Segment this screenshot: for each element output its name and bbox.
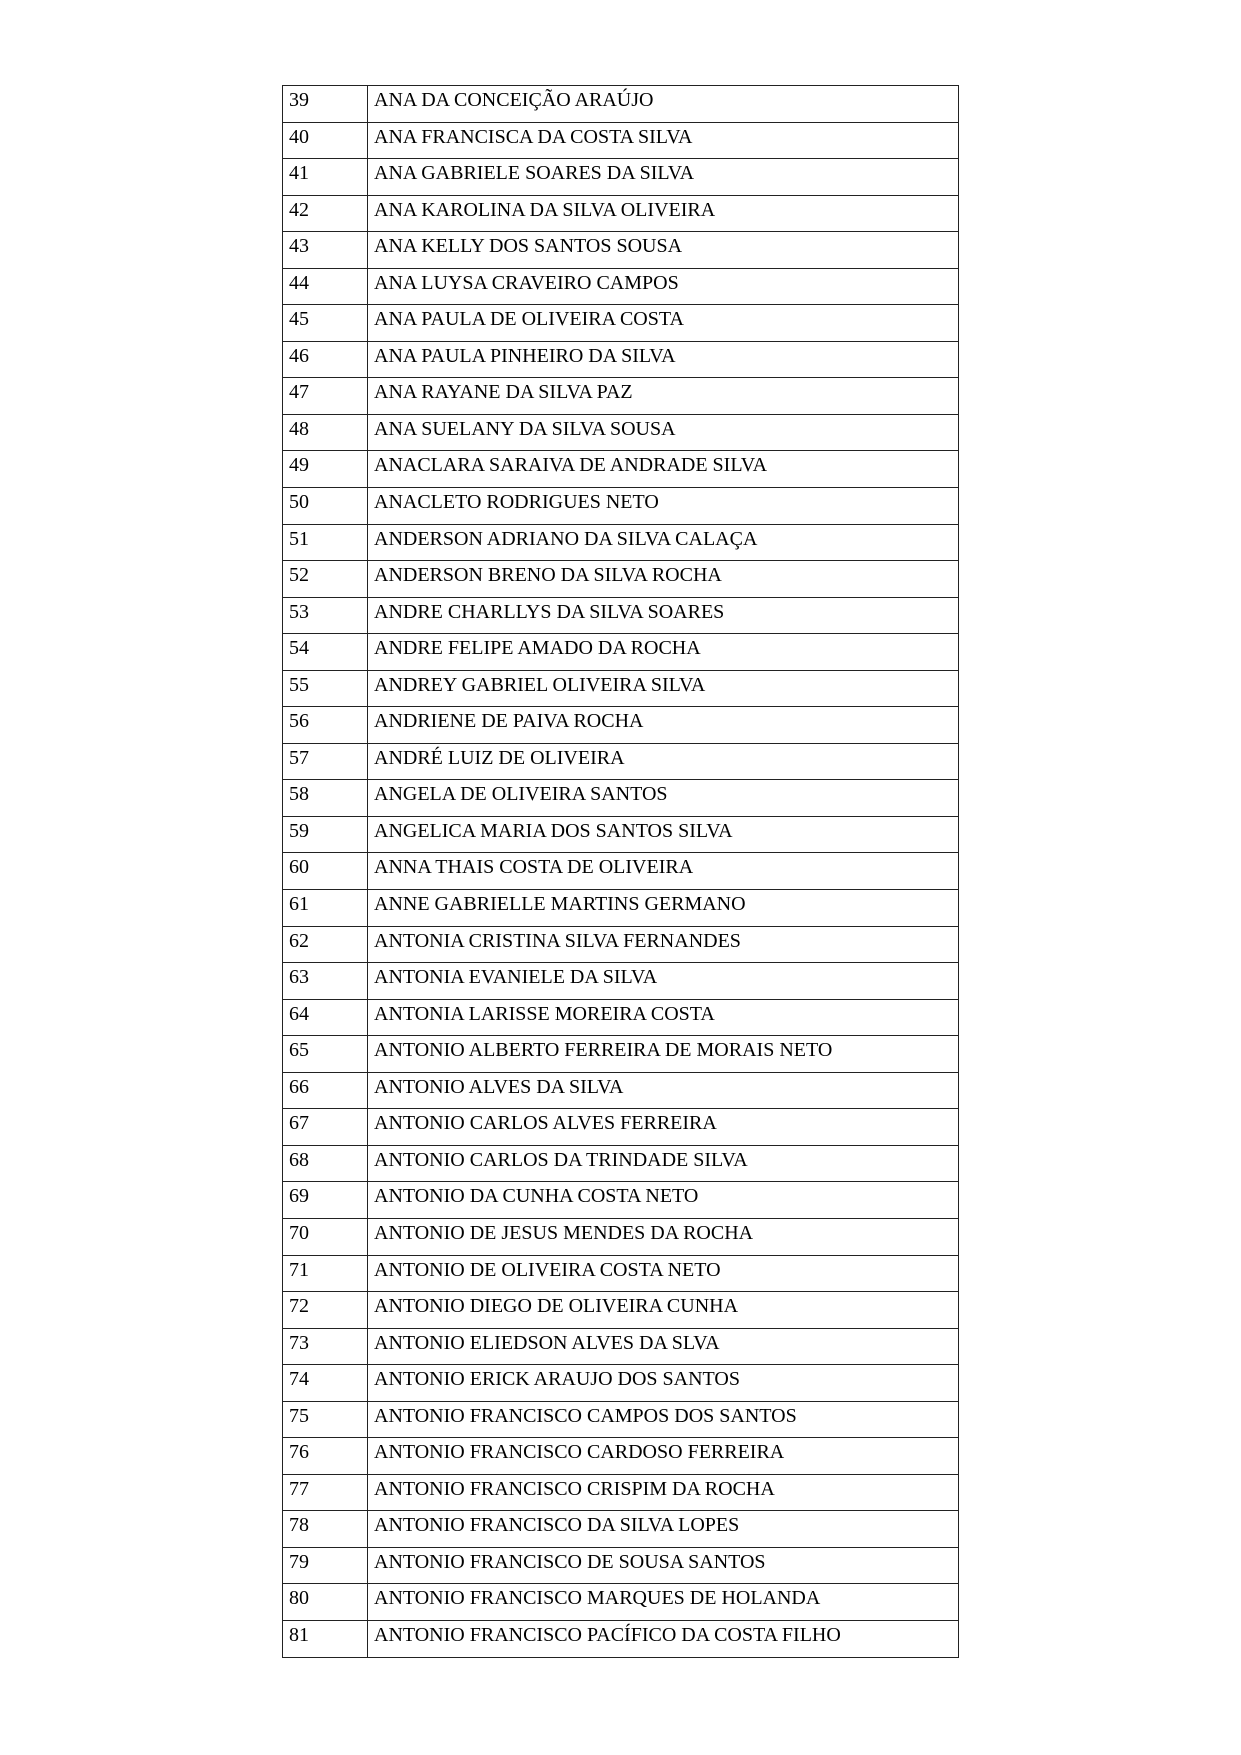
table-row [283,1401,959,1438]
table-row [283,1328,959,1365]
table-row [283,890,959,927]
row-name-cell: ANTONIO DE OLIVEIRA COSTA NETO [368,1255,959,1292]
row-number-cell: 50 [283,488,368,525]
row-name-cell: ANDRÉ LUIZ DE OLIVEIRA [368,743,959,780]
row-number-cell: 75 [283,1401,368,1438]
row-number-cell: 81 [283,1620,368,1657]
row-number-cell: 71 [283,1255,368,1292]
row-name-cell: ANACLETO RODRIGUES NETO [368,488,959,525]
row-name-cell: ANACLARA SARAIVA DE ANDRADE SILVA [368,451,959,488]
row-name-cell: ANDERSON ADRIANO DA SILVA CALAÇA [368,524,959,561]
row-number-cell: 59 [283,816,368,853]
table-row [283,634,959,671]
row-number-cell: 62 [283,926,368,963]
row-number-cell: 49 [283,451,368,488]
row-name-cell: ANGELA DE OLIVEIRA SANTOS [368,780,959,817]
row-name-cell: ANA KELLY DOS SANTOS SOUSA [368,232,959,269]
row-name-cell: ANDRE FELIPE AMADO DA ROCHA [368,634,959,671]
table-row [283,414,959,451]
table-row [283,1547,959,1584]
row-name-cell: ANDRE CHARLLYS DA SILVA SOARES [368,597,959,634]
table-row [283,1182,959,1219]
row-number-cell: 46 [283,341,368,378]
row-name-cell: ANTONIA LARISSE MOREIRA COSTA [368,999,959,1036]
table-row [283,853,959,890]
row-number-cell: 76 [283,1438,368,1475]
table-row [283,524,959,561]
row-number-cell: 58 [283,780,368,817]
row-number-cell: 68 [283,1145,368,1182]
table-row [283,1474,959,1511]
table-row [283,305,959,342]
row-number-cell: 63 [283,963,368,1000]
table-row [283,1072,959,1109]
row-name-cell: ANTONIO FRANCISCO DA SILVA LOPES [368,1511,959,1548]
table-row [283,159,959,196]
name-list-body [283,86,959,1658]
table-row [283,195,959,232]
table-row [283,268,959,305]
row-name-cell: ANTONIO CARLOS ALVES FERREIRA [368,1109,959,1146]
name-list-table [282,85,959,1658]
table-row [283,743,959,780]
row-name-cell: ANTONIA EVANIELE DA SILVA [368,963,959,1000]
row-number-cell: 65 [283,1036,368,1073]
row-name-cell: ANTONIO ALBERTO FERREIRA DE MORAIS NETO [368,1036,959,1073]
row-number-cell: 39 [283,86,368,123]
row-number-cell: 69 [283,1182,368,1219]
row-name-cell: ANTONIO FRANCISCO CRISPIM DA ROCHA [368,1474,959,1511]
table-row [283,780,959,817]
row-name-cell: ANTONIO ERICK ARAUJO DOS SANTOS [368,1365,959,1402]
row-number-cell: 61 [283,890,368,927]
row-name-cell: ANTONIO FRANCISCO MARQUES DE HOLANDA [368,1584,959,1621]
row-number-cell: 78 [283,1511,368,1548]
row-number-cell: 43 [283,232,368,269]
row-name-cell: ANTONIO FRANCISCO CARDOSO FERREIRA [368,1438,959,1475]
row-number-cell: 79 [283,1547,368,1584]
table-row [283,86,959,123]
row-number-cell: 51 [283,524,368,561]
row-number-cell: 41 [283,159,368,196]
row-number-cell: 56 [283,707,368,744]
row-name-cell: ANA GABRIELE SOARES DA SILVA [368,159,959,196]
row-name-cell: ANA KAROLINA DA SILVA OLIVEIRA [368,195,959,232]
row-number-cell: 57 [283,743,368,780]
table-row [283,378,959,415]
row-number-cell: 70 [283,1218,368,1255]
row-name-cell: ANGELICA MARIA DOS SANTOS SILVA [368,816,959,853]
table-row [283,451,959,488]
table-row [283,597,959,634]
row-number-cell: 67 [283,1109,368,1146]
row-name-cell: ANDREY GABRIEL OLIVEIRA SILVA [368,670,959,707]
row-name-cell: ANTONIO DA CUNHA COSTA NETO [368,1182,959,1219]
table-row [283,1036,959,1073]
row-number-cell: 80 [283,1584,368,1621]
table-row [283,963,959,1000]
row-name-cell: ANTONIO CARLOS DA TRINDADE SILVA [368,1145,959,1182]
row-number-cell: 73 [283,1328,368,1365]
row-name-cell: ANA RAYANE DA SILVA PAZ [368,378,959,415]
row-name-cell: ANTONIO FRANCISCO PACÍFICO DA COSTA FILHO [368,1620,959,1657]
row-number-cell: 44 [283,268,368,305]
table-row [283,670,959,707]
row-number-cell: 74 [283,1365,368,1402]
row-number-cell: 72 [283,1292,368,1329]
row-name-cell: ANA FRANCISCA DA COSTA SILVA [368,122,959,159]
row-number-cell: 40 [283,122,368,159]
row-name-cell: ANTONIO FRANCISCO CAMPOS DOS SANTOS [368,1401,959,1438]
row-number-cell: 54 [283,634,368,671]
row-number-cell: 64 [283,999,368,1036]
row-number-cell: 45 [283,305,368,342]
table-row [283,1620,959,1657]
row-name-cell: ANTONIO ALVES DA SILVA [368,1072,959,1109]
row-number-cell: 48 [283,414,368,451]
row-number-cell: 47 [283,378,368,415]
row-name-cell: ANA PAULA PINHEIRO DA SILVA [368,341,959,378]
row-number-cell: 77 [283,1474,368,1511]
row-name-cell: ANTONIO DE JESUS MENDES DA ROCHA [368,1218,959,1255]
table-row [283,1365,959,1402]
row-name-cell: ANA PAULA DE OLIVEIRA COSTA [368,305,959,342]
table-row [283,488,959,525]
table-row [283,707,959,744]
row-name-cell: ANA LUYSA CRAVEIRO CAMPOS [368,268,959,305]
table-row [283,341,959,378]
table-row [283,561,959,598]
table-row [283,1218,959,1255]
row-number-cell: 42 [283,195,368,232]
row-name-cell: ANA DA CONCEIÇÃO ARAÚJO [368,86,959,123]
row-name-cell: ANTONIO ELIEDSON ALVES DA SLVA [368,1328,959,1365]
row-number-cell: 52 [283,561,368,598]
table-row [283,1511,959,1548]
row-number-cell: 66 [283,1072,368,1109]
row-name-cell: ANTONIA CRISTINA SILVA FERNANDES [368,926,959,963]
row-number-cell: 60 [283,853,368,890]
row-number-cell: 55 [283,670,368,707]
table-row [283,1584,959,1621]
row-number-cell: 53 [283,597,368,634]
table-row [283,926,959,963]
table-row [283,232,959,269]
row-name-cell: ANNE GABRIELLE MARTINS GERMANO [368,890,959,927]
table-row [283,1438,959,1475]
table-row [283,1292,959,1329]
row-name-cell: ANNA THAIS COSTA DE OLIVEIRA [368,853,959,890]
table-row [283,816,959,853]
table-row [283,1109,959,1146]
table-row [283,1145,959,1182]
table-row [283,1255,959,1292]
table-row [283,999,959,1036]
row-name-cell: ANTONIO DIEGO DE OLIVEIRA CUNHA [368,1292,959,1329]
table-row [283,122,959,159]
row-name-cell: ANDERSON BRENO DA SILVA ROCHA [368,561,959,598]
row-name-cell: ANDRIENE DE PAIVA ROCHA [368,707,959,744]
row-name-cell: ANTONIO FRANCISCO DE SOUSA SANTOS [368,1547,959,1584]
row-name-cell: ANA SUELANY DA SILVA SOUSA [368,414,959,451]
